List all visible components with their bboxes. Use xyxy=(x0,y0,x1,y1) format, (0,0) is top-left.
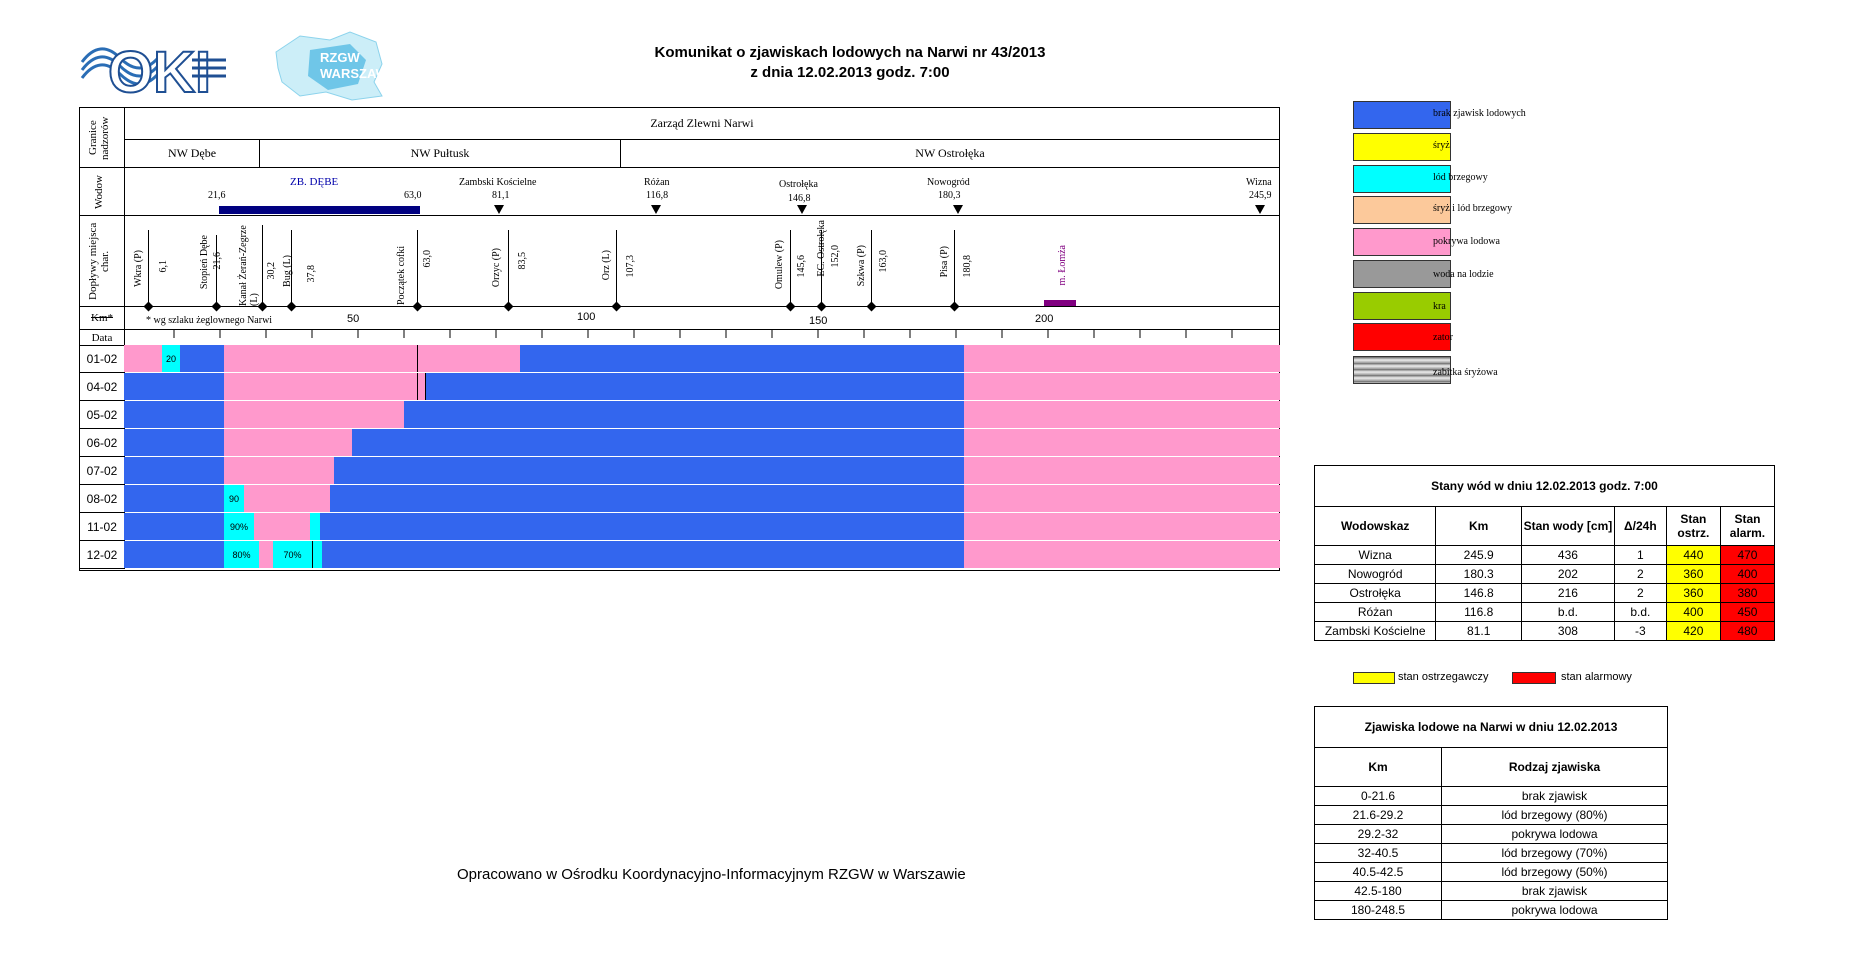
km-label-100: 100 xyxy=(577,311,596,323)
stany-cell: 180.3 xyxy=(1436,565,1522,584)
ice-phenomena-grid xyxy=(124,345,1280,569)
trib-lomza-name: m. Łomża xyxy=(1057,245,1068,286)
date-07-02: 07-02 xyxy=(79,457,125,485)
zjawiska-km-cell: 21.6-29.2 xyxy=(1315,806,1442,825)
trib-kanal-km: 30,2 xyxy=(266,262,277,280)
legend-ostrz-swatch xyxy=(1353,672,1395,684)
nw-ostroleka-cell: NW Ostrołęka xyxy=(620,139,1280,168)
seg-r8-brak-a xyxy=(124,541,224,568)
zjawiska-km-cell: 40.5-42.5 xyxy=(1315,863,1442,882)
gauge-rozan-km: 116,8 xyxy=(646,190,669,201)
date-05-02: 05-02 xyxy=(79,401,125,429)
km-axis-ticks xyxy=(124,330,1280,346)
seg-r2-brak-b xyxy=(426,373,964,400)
trib-wkra-name: Wkra (P) xyxy=(133,250,144,287)
zb-from: 21,6 xyxy=(208,190,226,201)
zjawiska-km-cell: 42.5-180 xyxy=(1315,882,1442,901)
stany-cell: Wizna xyxy=(1315,546,1436,565)
date-06-02: 06-02 xyxy=(79,429,125,457)
gauge-zambski-name: Zambski Kościelne xyxy=(459,177,537,188)
label-doplywy: Dopływy miejsca char. xyxy=(87,222,111,300)
seg-r5-brak-b xyxy=(334,457,964,484)
trib-orz-line xyxy=(616,230,617,306)
trib-wkra-line xyxy=(148,230,149,306)
stany-cell: 2 xyxy=(1614,565,1666,584)
gauge-rozan-name: Różan xyxy=(644,177,670,188)
stany-h-km: Km xyxy=(1436,507,1522,546)
seg-r7-brzeg-a: 90% xyxy=(224,513,254,540)
seg-r7-pokrywa-b xyxy=(964,513,1280,540)
stany-ostrz-cell: 440 xyxy=(1666,546,1720,565)
report-date: z dnia 12.02.2013 godz. 7:00 xyxy=(750,64,950,81)
legend-label-zabitka: zabitka śryżowa xyxy=(1433,367,1498,378)
trib-orzyc-name: Orzyc (P) xyxy=(491,248,502,288)
seg-r1-pokrywa-a xyxy=(124,345,162,372)
stany-alarm-cell: 400 xyxy=(1720,565,1774,584)
seg-r3-brak-b xyxy=(404,401,964,428)
trib-pisa-line xyxy=(954,230,955,306)
seg-r6-pokrywa-a xyxy=(244,485,330,512)
trib-stopien-line xyxy=(216,235,217,306)
stany-ostrz-cell: 420 xyxy=(1666,622,1720,641)
seg-r7-pokrywa-a xyxy=(254,513,310,540)
zjawiska-type-cell: pokrywa lodowa xyxy=(1442,901,1668,920)
rzgw-logo xyxy=(270,30,420,102)
zjawiska-km-cell: 32-40.5 xyxy=(1315,844,1442,863)
seg-r7-brzeg-b xyxy=(310,513,320,540)
stany-alarm-cell: 380 xyxy=(1720,584,1774,603)
date-11-02: 11-02 xyxy=(79,513,125,541)
zjawiska-type-cell: brak zjawisk xyxy=(1442,787,1668,806)
seg-r4-brak-a xyxy=(124,429,224,456)
date-01-02: 01-02 xyxy=(79,345,125,373)
legend-label-woda: woda na lodzie xyxy=(1433,269,1494,280)
seg-r3-brak-a xyxy=(124,401,224,428)
stany-cell: 436 xyxy=(1522,546,1615,565)
km-label-200: 200 xyxy=(1035,313,1054,325)
zjawiska-type-cell: lód brzegowy (80%) xyxy=(1442,806,1668,825)
gauge-zambski-marker xyxy=(494,205,504,214)
svg-text:RZGW: RZGW xyxy=(320,50,360,65)
stany-title: Stany wód w dniu 12.02.2013 godz. 7:00 xyxy=(1315,466,1775,507)
seg-r4-brak-b xyxy=(352,429,964,456)
trib-szkwa-name: Szkwa (P) xyxy=(856,245,867,287)
stany-h-stan: Stan wody [cm] xyxy=(1522,507,1615,546)
seg-r3-pokrywa-a xyxy=(224,401,404,428)
trib-omulew-line xyxy=(790,230,791,306)
legend-alarm-swatch xyxy=(1512,672,1556,684)
label-wodow: Wodow xyxy=(93,175,105,209)
date-08-02: 08-02 xyxy=(79,485,125,513)
seg-r6-pokrywa-b xyxy=(964,485,1280,512)
stany-cell: -3 xyxy=(1614,622,1666,641)
seg-r5-pokrywa-a xyxy=(224,457,334,484)
seg-r7-brak-b xyxy=(320,513,964,540)
zjawiska-table xyxy=(1314,706,1668,920)
stany-ostrz-cell: 360 xyxy=(1666,584,1720,603)
legend-label-brzeg: lód brzegowy xyxy=(1433,172,1488,183)
legend-label-zator: zator xyxy=(1433,332,1453,343)
seg-r5-brak-a xyxy=(124,457,224,484)
seg-r2-pokrywa-c xyxy=(964,373,1280,400)
zjawiska-title: Zjawiska lodowe na Narwi w dniu 12.02.2013 xyxy=(1315,707,1668,748)
stany-cell: Zambski Kościelne xyxy=(1315,622,1436,641)
stany-row xyxy=(1315,622,1775,641)
zb-to: 63,0 xyxy=(404,190,422,201)
seg-r1-brak-b xyxy=(520,345,964,372)
stany-row xyxy=(1315,584,1775,603)
report-title: Komunikat o zjawiskach lodowych na Narwi nr 43/2013 xyxy=(654,44,1046,61)
stany-cell: Ostrołęka xyxy=(1315,584,1436,603)
seg-r4-pokrywa-a xyxy=(224,429,352,456)
trib-omulew-name: Omulew (P) xyxy=(774,240,785,290)
legend-label-sryz-brzeg: śryż i lód brzegowy xyxy=(1433,203,1513,214)
trib-orzyc-km: 83,5 xyxy=(517,252,528,270)
trib-stopien-name: Stopień Dębe xyxy=(199,235,210,290)
km-label-50: 50 xyxy=(347,313,360,325)
seg-r4-pokrywa-b xyxy=(964,429,1280,456)
trib-ec-name: EC. Ostrołęka xyxy=(816,220,827,277)
gauge-nowogrod-km: 180,3 xyxy=(938,190,961,201)
trib-szkwa-km: 163,0 xyxy=(878,250,889,273)
gauge-ostroleka-km: 146,8 xyxy=(788,193,811,204)
seg-r1-brzeg: 20 xyxy=(162,345,180,372)
zjawiska-km-cell: 180-248.5 xyxy=(1315,901,1442,920)
stany-h-ostrz: Stan ostrz. xyxy=(1666,507,1720,546)
stany-cell: Nowogród xyxy=(1315,565,1436,584)
stany-cell: 81.1 xyxy=(1436,622,1522,641)
legend-label-sryz: śryż xyxy=(1433,140,1450,151)
stany-cell: b.d. xyxy=(1522,603,1615,622)
trib-wkra-km: 6,1 xyxy=(158,260,169,273)
trib-pisa-km: 180,8 xyxy=(962,255,973,278)
zjawiska-row xyxy=(1315,806,1668,825)
seg-r6-brak-a xyxy=(124,485,224,512)
stany-cell: Różan xyxy=(1315,603,1436,622)
seg-r1-pokrywa-d xyxy=(964,345,1280,372)
zb-label: ZB. DĘBE xyxy=(290,176,339,188)
seg-r2-pokrywa-b xyxy=(418,373,426,400)
stany-cell: b.d. xyxy=(1614,603,1666,622)
legend-ostrz-label: stan ostrzegawczy xyxy=(1398,671,1489,683)
zarzad-cell: Zarząd Zlewni Narwi xyxy=(124,107,1280,140)
footer-note: Opracowano w Ośrodku Koordynacyjno-Informacyjnym RZGW w Warszawie xyxy=(457,866,966,883)
trib-szkwa-line xyxy=(871,230,872,306)
stany-cell: 216 xyxy=(1522,584,1615,603)
seg-r3-pokrywa-b xyxy=(964,401,1280,428)
stany-cell: 245.9 xyxy=(1436,546,1522,565)
seg-r1-brak-a xyxy=(180,345,224,372)
trib-orz-name: Orz (L) xyxy=(601,250,612,281)
label-km: Km* xyxy=(79,306,125,330)
legend-alarm-label: stan alarmowy xyxy=(1561,671,1632,683)
stany-ostrz-cell: 360 xyxy=(1666,565,1720,584)
gauge-nowogrod-name: Nowogród xyxy=(927,177,970,188)
trib-bug-km: 37,8 xyxy=(306,265,317,283)
stany-cell: 1 xyxy=(1614,546,1666,565)
seg-r1-pokrywa-c xyxy=(418,345,520,372)
km-note: * wg szlaku żeglownego Narwi xyxy=(146,315,273,326)
trib-cofka-km: 63,0 xyxy=(422,250,433,268)
stany-cell: 146.8 xyxy=(1436,584,1522,603)
seg-r7-brak-a xyxy=(124,513,224,540)
stany-cell: 116.8 xyxy=(1436,603,1522,622)
seg-r8-pokrywa-b xyxy=(964,541,1280,568)
stany-row xyxy=(1315,603,1775,622)
stany-cell: 308 xyxy=(1522,622,1615,641)
stany-table xyxy=(1314,465,1775,641)
legend-label-pokrywa: pokrywa lodowa xyxy=(1433,236,1500,247)
gauge-wizna-marker xyxy=(1255,205,1265,214)
gauge-zambski-km: 81,1 xyxy=(492,190,510,201)
stany-cell: 2 xyxy=(1614,584,1666,603)
gauge-rozan-marker xyxy=(651,205,661,214)
stany-alarm-cell: 450 xyxy=(1720,603,1774,622)
gauge-ostroleka-marker xyxy=(797,205,807,214)
stany-alarm-cell: 480 xyxy=(1720,622,1774,641)
stany-h-delta: Δ/24h xyxy=(1614,507,1666,546)
legend-label-kra: kra xyxy=(1433,301,1446,312)
gauge-nowogrod-marker xyxy=(953,205,963,214)
stany-h-wodowskaz: Wodowskaz xyxy=(1315,507,1436,546)
seg-r6-brak-b xyxy=(330,485,964,512)
zjawiska-row xyxy=(1315,882,1668,901)
trib-kanal-name: Kanał Żerań-Zegrze (L) xyxy=(238,225,260,306)
seg-r2-brak-a xyxy=(124,373,224,400)
zjawiska-h-rodzaj: Rodzaj zjawiska xyxy=(1442,748,1668,787)
zjawiska-type-cell: lód brzegowy (50%) xyxy=(1442,863,1668,882)
legend-label-brak: brak zjawisk lodowych xyxy=(1433,108,1526,119)
zjawiska-km-cell: 0-21.6 xyxy=(1315,787,1442,806)
zb-bar xyxy=(219,206,420,214)
label-data: Data xyxy=(79,329,125,346)
seg-r6-brzeg: 90 xyxy=(224,485,244,512)
trib-bug-name: Bug (L) xyxy=(282,255,293,287)
zjawiska-type-cell: lód brzegowy (70%) xyxy=(1442,844,1668,863)
seg-r8-pokrywa-a xyxy=(259,541,273,568)
zjawiska-type-cell: pokrywa lodowa xyxy=(1442,825,1668,844)
trib-pisa-name: Pisa (P) xyxy=(939,246,950,278)
stany-row xyxy=(1315,546,1775,565)
seg-r8-brak-b xyxy=(322,541,964,568)
seg-r2-pokrywa-a xyxy=(224,373,418,400)
trib-omulew-km: 145,6 xyxy=(796,255,807,278)
stany-cell: 202 xyxy=(1522,565,1615,584)
trib-orzyc-line xyxy=(508,230,509,306)
stany-row xyxy=(1315,565,1775,584)
zjawiska-type-cell: brak zjawisk xyxy=(1442,882,1668,901)
trib-cofka-name: Początek cofki xyxy=(396,245,407,305)
gauge-wizna-km: 245,9 xyxy=(1249,190,1272,201)
zjawiska-h-km: Km xyxy=(1315,748,1442,787)
seg-r8-brzeg-b: 70% xyxy=(273,541,312,568)
nw-pultusk-cell: NW Pułtusk xyxy=(259,139,621,168)
gauge-ostroleka-name: Ostrołęka xyxy=(779,179,818,190)
zjawiska-row xyxy=(1315,863,1668,882)
km-label-150: 150 xyxy=(809,315,828,327)
trib-ec-km: 152,0 xyxy=(830,245,841,268)
seg-r1-pokrywa-b xyxy=(224,345,418,372)
gauge-wizna-name: Wizna xyxy=(1246,177,1272,188)
zjawiska-km-cell: 29.2-32 xyxy=(1315,825,1442,844)
svg-text:WARSZAWA: WARSZAWA xyxy=(320,66,397,81)
stany-h-alarm: Stan alarm. xyxy=(1720,507,1774,546)
doplywy-row xyxy=(124,215,1280,307)
seg-r8-brzeg-c xyxy=(312,541,322,568)
trib-orz-km: 107,3 xyxy=(625,255,636,278)
stany-alarm-cell: 470 xyxy=(1720,546,1774,565)
seg-r8-brzeg-a: 80% xyxy=(224,541,259,568)
date-12-02: 12-02 xyxy=(79,541,125,569)
oki-logo xyxy=(80,30,230,100)
zjawiska-row xyxy=(1315,901,1668,920)
date-04-02: 04-02 xyxy=(79,373,125,401)
zjawiska-row xyxy=(1315,844,1668,863)
left-label-column xyxy=(79,107,125,307)
seg-r5-pokrywa-b xyxy=(964,457,1280,484)
trib-stopien-km: 21,6 xyxy=(212,252,223,270)
zjawiska-row xyxy=(1315,825,1668,844)
nw-debe-cell: NW Dębe xyxy=(124,139,260,168)
label-granice: Granice nadzorów xyxy=(87,116,111,160)
svg-text:OKI: OKI xyxy=(108,40,212,100)
zjawiska-row xyxy=(1315,787,1668,806)
stany-ostrz-cell: 400 xyxy=(1666,603,1720,622)
